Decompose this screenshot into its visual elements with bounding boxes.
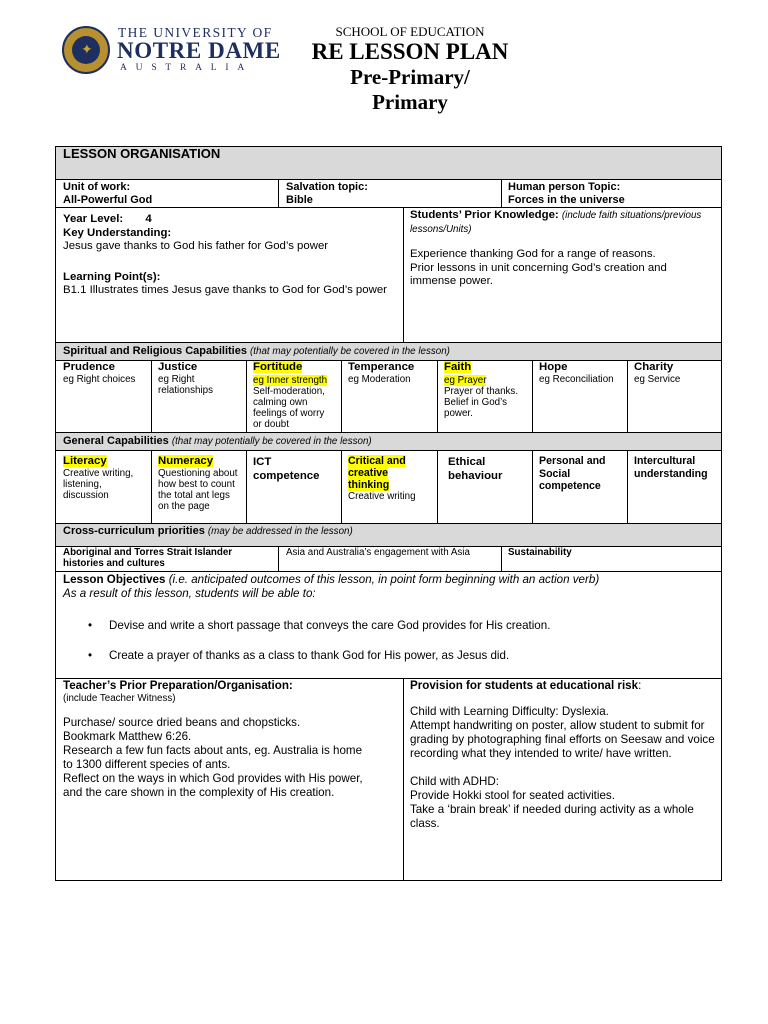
general-intercultural: Intercultural understanding (627, 450, 721, 523)
capability-temperance: Temperance eg Moderation (341, 360, 437, 432)
unit-value: All-Powerful God (63, 193, 153, 206)
logo-line-3: AUSTRALIA (120, 63, 254, 73)
learning-point-label: Learning Point(s): (63, 270, 161, 283)
unit-label: Unit of work: (63, 181, 131, 193)
learning-point-value: B1.1 Illustrates times Jesus gave thanks to God for God’s power (63, 284, 387, 296)
provision-block2-text2: Take a ‘brain break’ if needed during activity as a whole class. (410, 803, 694, 830)
capability-charity: Charity eg Service (627, 360, 721, 432)
prior-knowledge-note: (include faith situations/previous lessons/Units) (410, 210, 702, 235)
teacher-line-1: Purchase/ source dried beans and chopsticks. (63, 716, 301, 729)
salvation-value: Bible (286, 193, 313, 206)
objectives-cell (56, 571, 721, 678)
provision-block2-title: Child with ADHD: (410, 775, 499, 788)
general-literacy: Literacy Creative writing, listening, discussion (56, 450, 151, 523)
cross-heading: Cross-curriculum priorities (63, 525, 205, 537)
lesson-plan-table (55, 146, 722, 881)
prior-knowledge-value-1: Experience thanking God for a range of reasons. (410, 248, 656, 260)
prior-knowledge-label: Students’ Prior Knowledge: (410, 209, 559, 221)
teacher-heading: Teacher’s Prior Preparation/Organisation: (63, 679, 293, 692)
objectives-heading: Lesson Objectives (63, 573, 166, 586)
general-note: (that may potentially be covered in the lesson) (171, 436, 372, 447)
capability-justice: Justice eg Right relationships (151, 360, 246, 432)
capability-prudence: Prudence eg Right choices (56, 360, 151, 432)
provision-block1-text: Attempt handwriting on poster, allow student to submit for grading by photographing final efforts on Seesaw and voice recording what they intended to write/ have written. (410, 719, 715, 760)
cross-heading-cell (56, 523, 721, 546)
general-personal-social: Personal and Social competence (532, 450, 627, 523)
teacher-note: (include Teacher Witness) (63, 693, 176, 704)
cross-note: (may be addressed in the lesson) (207, 526, 353, 537)
spiritual-heading: Spiritual and Religious Capabilities (63, 345, 247, 357)
provision-cell: Provision for students at educational risk: Child with Learning Difficulty: Dyslexia. Attempt handwriting on poster, allow student to submit for grading by photographing final efforts on Seesaw and voice recording what they intended to write/ have written. Child with ADHD: Provide Hokki stool for seated activities. Take a ‘brain break’ if needed during activity as a whole class. (403, 678, 721, 881)
page-subtitle-1: Pre-Primary/ (350, 65, 470, 89)
human-topic-value: Forces in the universe (508, 193, 625, 206)
capability-hope: Hope eg Reconciliation (532, 360, 627, 432)
unit-cell (56, 179, 278, 207)
key-understanding-label: Key Understanding: (63, 226, 172, 239)
capability-faith: Faith eg Prayer Prayer of thanks. Belief in God’s power. (437, 360, 532, 432)
spiritual-heading-cell (56, 342, 721, 360)
general-heading-cell (56, 432, 721, 450)
year-label: Year Level: (63, 213, 124, 225)
general-ethical: Ethical behaviour (437, 450, 532, 523)
human-topic-label: Human person Topic: (508, 181, 621, 193)
general-critical-thinking: Critical and creative thinking Creative writing (341, 450, 437, 523)
page-subtitle-2: Primary (372, 90, 448, 114)
spiritual-note: (that may potentially be covered in the lesson) (250, 346, 450, 357)
cross-aboriginal: Aboriginal and Torres Strait Islander histories and cultures (56, 546, 278, 571)
year-key-cell (56, 207, 403, 342)
page-title: RE LESSON PLAN (311, 39, 509, 64)
capability-fortitude: Fortitude eg Inner strength Self-moderation, calming own feelings of worry or doubt (246, 360, 341, 432)
provision-block1-title: Child with Learning Difficulty: Dyslexia. (410, 705, 609, 718)
objectives-note: (i.e. anticipated outcomes of this lesson, in point form beginning with an action verb) (168, 573, 600, 586)
human-topic-cell (501, 179, 721, 207)
provision-block2-text1: Provide Hokki stool for seated activities. (410, 789, 615, 802)
objective-bullet-1: • Devise and write a short passage that conveys the care God provides for His creation. (109, 619, 550, 633)
university-logo (62, 24, 281, 80)
cross-asia: Asia and Australia’s engagement with Asia (278, 546, 501, 571)
year-value: 4 (145, 213, 152, 225)
prior-knowledge-cell (403, 207, 721, 342)
key-understanding-value: Jesus gave thanks to God his father for God’s power (63, 240, 329, 252)
teacher-preparation-cell (56, 678, 403, 881)
provision-heading: Provision for students at educational risk (410, 679, 639, 692)
cross-sustainability: Sustainability (501, 546, 721, 571)
general-numeracy: Numeracy Questioning about how best to count the total ant legs on the page (151, 450, 246, 523)
general-heading: General Capabilities (63, 435, 169, 447)
general-ict: ICT competence (246, 450, 341, 523)
logo-line-2: NOTRE DAME (117, 38, 281, 63)
salvation-label: Salvation topic: (286, 181, 368, 193)
prior-knowledge-value-2: Prior lessons in unit concerning God’s creation and immense power. (410, 261, 667, 287)
organisation-heading: LESSON ORGANISATION (56, 147, 721, 179)
teacher-line-2: Bookmark Matthew 6:26. (63, 730, 192, 743)
objectives-intro: As a result of this lesson, students will be able to: (63, 586, 316, 600)
teacher-line-3: Research a few fun facts about ants, eg. Australia is home to 1300 different species of ants. (63, 744, 363, 771)
logo-line-1: THE UNIVERSITY OF (118, 25, 273, 40)
university-seal-icon: ✦ (62, 26, 110, 74)
objective-bullet-2: • Create a prayer of thanks as a class to thank God for His power, as Jesus did. (109, 649, 509, 663)
salvation-cell (278, 179, 501, 207)
teacher-line-4: Reflect on the ways in which God provides with His power, and the care shown in the complexity of His creation. (63, 772, 363, 799)
school-name: SCHOOL OF EDUCATION (335, 24, 485, 39)
